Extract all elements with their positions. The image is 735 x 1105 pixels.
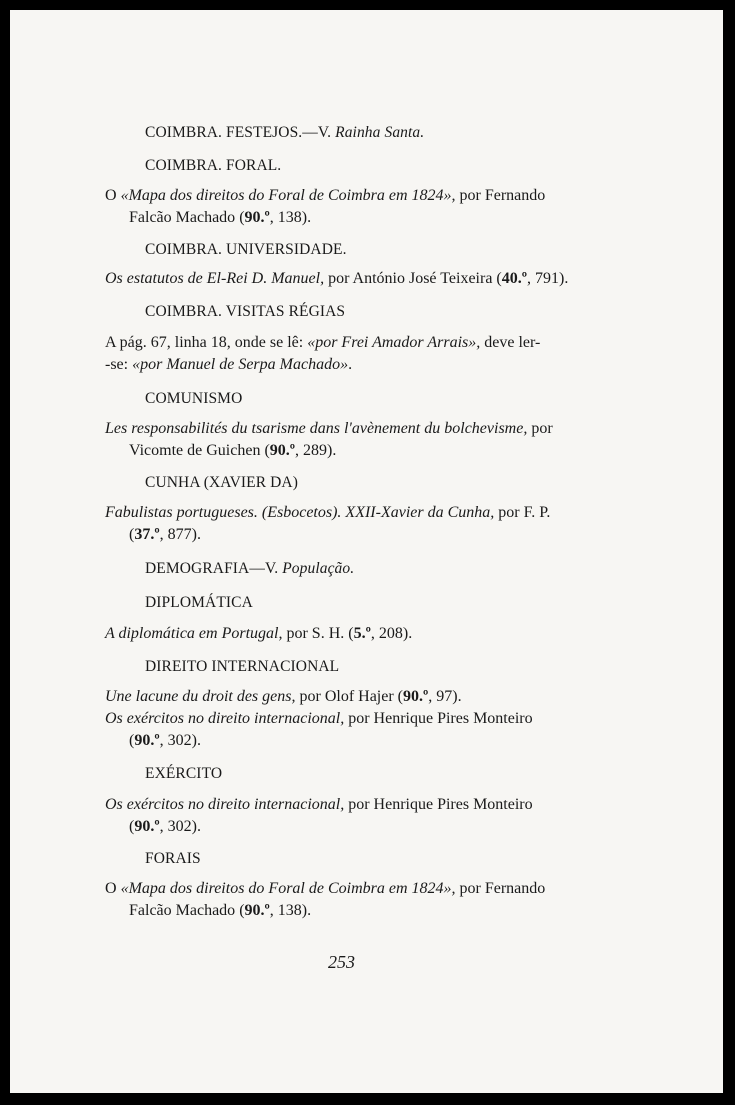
page-number: 253 xyxy=(328,952,355,972)
heading-forais: FORAIS xyxy=(145,850,201,867)
heading-comunismo: COMUNISMO xyxy=(145,390,243,407)
entry-exercitos-2: Os exércitos no direito internacional, por Henrique Pires Monteiro (90.º, 302). xyxy=(105,796,533,835)
entry-diplomatica-portugal: A diplomática em Portugal, por S. H. (5.º, 208). xyxy=(105,625,413,642)
heading-coimbra-visitas-regias: COIMBRA. VISITAS RÉGIAS xyxy=(145,303,346,320)
heading-direito-internacional: DIREITO INTERNACIONAL xyxy=(145,658,340,675)
entry-fabulistas: Fabulistas portugueses. (Esbocetos). XXII-Xavier da Cunha, por F. P. (37.º, 877). xyxy=(105,504,551,543)
entry-exercitos-1: Os exércitos no direito internacional, por Henrique Pires Monteiro (90.º, 302). xyxy=(105,710,533,749)
entry-mapa-direitos-2: O «Mapa dos direitos do Foral de Coimbra em 1824», por Fernando Falcão Machado (90.º, 138). xyxy=(105,880,546,919)
heading-demografia: DEMOGRAFIA—V. População. xyxy=(145,560,355,577)
entry-mapa-direitos-1: O «Mapa dos direitos do Foral de Coimbra em 1824», por Fernando Falcão Machado (90.º, 138). xyxy=(105,187,546,226)
heading-diplomatica: DIPLOMÁTICA xyxy=(145,594,253,611)
entry-responsabilites: Les responsabilités du tsarisme dans l'avènement du bolchevisme, por Vicomte de Guichen (90.º, 289). xyxy=(105,420,553,459)
heading-coimbra-foral: COIMBRA. FORAL. xyxy=(145,157,282,174)
heading-coimbra-universidade: COIMBRA. UNIVERSIDADE. xyxy=(145,241,347,258)
heading-exercito: EXÉRCITO xyxy=(145,765,223,782)
heading-cunha: CUNHA (XAVIER DA) xyxy=(145,474,298,491)
entry-errata: A pág. 67, linha 18, onde se lê: «por Frei Amador Arrais», deve ler- -se: «por Manuel de Serpa Machado». xyxy=(105,334,541,373)
entry-estatutos: Os estatutos de El-Rei D. Manuel, por António José Teixeira (40.º, 791). xyxy=(105,270,569,287)
page xyxy=(10,10,723,1093)
heading-coimbra-festejos: COIMBRA. FESTEJOS.—V. Rainha Santa. xyxy=(145,124,425,141)
entry-lacune: Une lacune du droit des gens, por Olof Hajer (90.º, 97). xyxy=(105,688,462,705)
